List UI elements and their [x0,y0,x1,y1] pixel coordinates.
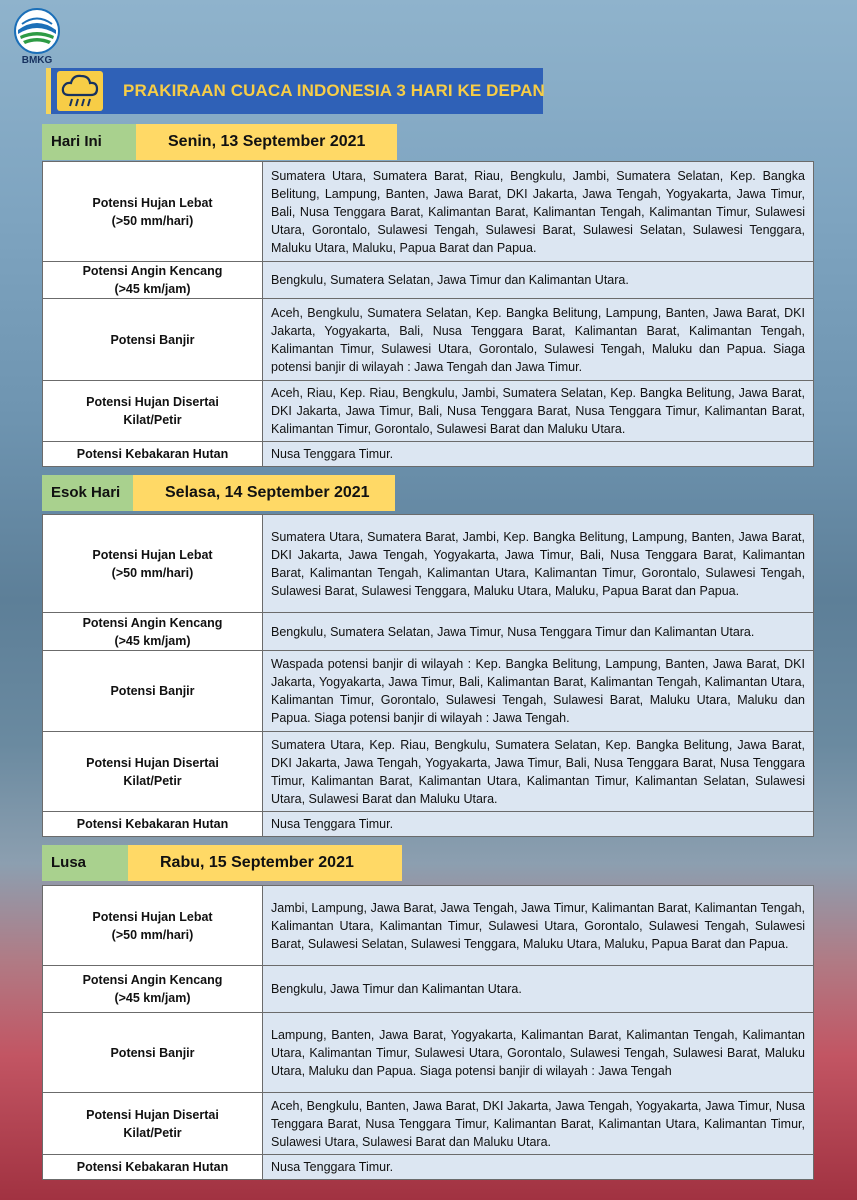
table-row [43,732,814,812]
day-date: Rabu, 15 September 2021 [128,845,402,881]
table-row [43,381,814,442]
table-row [43,442,814,467]
table-row [43,651,814,732]
row-label: Potensi Hujan Disertai Kilat/Petir [43,381,263,442]
table-row [43,812,814,837]
forecast-table-hari-ini [42,161,814,467]
row-value: Sumatera Utara, Kep. Riau, Bengkulu, Sumatera Selatan, Kep. Bangka Belitung, Jawa Barat, DKI Jakarta, Jawa Tengah, Yogyakarta, Jawa Timur, Bali, Nusa Tenggara Barat, Nusa Tenggara Timur, Kalimantan Barat, Kalimantan Utara, Kalimantan Timur, Kalimantan Selatan, Sulawesi Utara, Sulawesi Barat dan Maluku Utara. [263,732,814,812]
logo-label: BMKG [21,55,53,66]
row-label: Potensi Kebakaran Hutan [43,442,263,467]
row-label: Potensi Angin Kencang (>45 km/jam) [43,613,263,651]
row-label: Potensi Banjir [43,1013,263,1093]
table-row [43,613,814,651]
row-label: Potensi Hujan Lebat (>50 mm/hari) [43,515,263,613]
row-label: Potensi Hujan Disertai Kilat/Petir [43,732,263,812]
row-label: Potensi Hujan Disertai Kilat/Petir [43,1093,263,1155]
bmkg-logo [14,8,60,68]
row-value: Nusa Tenggara Timur. [263,1155,814,1180]
row-value: Bengkulu, Sumatera Selatan, Jawa Timur, Nusa Tenggara Timur dan Kalimantan Utara. [263,613,814,651]
row-value: Nusa Tenggara Timur. [263,442,814,467]
row-value: Aceh, Bengkulu, Banten, Jawa Barat, DKI Jakarta, Jawa Tengah, Yogyakarta, Jawa Timur, Nusa Tenggara Barat, Nusa Tenggara Timur, Kalimantan Barat, Kalimantan Utara, Kalimantan Timur, Sulawesi Utara, Sulawesi Barat dan Maluku Utara. [263,1093,814,1155]
day-label: Lusa [42,845,128,881]
row-label: Potensi Kebakaran Hutan [43,1155,263,1180]
row-label: Potensi Hujan Lebat (>50 mm/hari) [43,162,263,262]
title-banner [46,68,543,114]
table-row [43,1013,814,1093]
day-date: Selasa, 14 September 2021 [133,475,395,511]
table-row [43,299,814,381]
row-label: Potensi Hujan Lebat (>50 mm/hari) [43,886,263,966]
row-value: Aceh, Bengkulu, Sumatera Selatan, Kep. Bangka Belitung, Lampung, Banten, Jawa Barat, DKI Jakarta, Yogyakarta, Bali, Nusa Tenggara Barat, Kalimantan Barat, Kalimantan Tengah, Kalimantan Timur, Sulawesi Utara, Gorontalo, Sulawesi Tengah, Maluku dan Papua. Siaga potensi banjir di wilayah : Jawa Tengah dan Jawa Timur. [263,299,814,381]
forecast-table-lusa [42,885,814,1180]
row-value: Sumatera Utara, Sumatera Barat, Jambi, Kep. Bangka Belitung, Lampung, Banten, Jawa Barat, DKI Jakarta, Jawa Tengah, Yogyakarta, Jawa Timur, Bali, Nusa Tenggara Barat, Kalimantan Barat, Kalimantan Tengah, Kalimantan Utara, Kalimantan Timur, Gorontalo, Sulawesi Tengah, Sulawesi Barat, Sulawesi Tenggara, Maluku Utara, Maluku, Papua Barat dan Papua. [263,515,814,613]
page-title: PRAKIRAAN CUACA INDONESIA 3 HARI KE DEPAN [123,81,545,100]
row-label: Potensi Kebakaran Hutan [43,812,263,837]
table-row [43,162,814,262]
table-row [43,515,814,613]
row-value: Bengkulu, Sumatera Selatan, Jawa Timur dan Kalimantan Utara. [263,262,814,299]
table-row [43,262,814,299]
forecast-table-esok-hari [42,514,814,837]
row-value: Aceh, Riau, Kep. Riau, Bengkulu, Jambi, Sumatera Selatan, Kep. Bangka Belitung, Jawa Barat, DKI Jakarta, Jawa Timur, Bali, Nusa Tenggara Barat, Nusa Tenggara Timur, Kalimantan Barat, Kalimantan Timur, Gorontalo, Sulawesi Barat dan Maluku Utara. [263,381,814,442]
row-value: Lampung, Banten, Jawa Barat, Yogyakarta, Kalimantan Barat, Kalimantan Tengah, Kalimantan Utara, Kalimantan Timur, Sulawesi Utara, Gorontalo, Sulawesi Tengah, Sulawesi Barat, Maluku Utara, Maluku dan Papua. Siaga potensi banjir di wilayah : Jawa Tengah [263,1013,814,1093]
row-label: Potensi Angin Kencang (>45 km/jam) [43,262,263,299]
day-label: Esok Hari [42,475,133,511]
row-value: Sumatera Utara, Sumatera Barat, Riau, Bengkulu, Jambi, Sumatera Selatan, Kep. Bangka Belitung, Lampung, Banten, Jawa Barat, DKI Jakarta, Jawa Tengah, Yogyakarta, Jawa Timur, Bali, Nusa Tenggara Barat, Kalimantan Barat, Kalimantan Tengah, Kalimantan Timur, Sulawesi Utara, Gorontalo, Sulawesi Tengah, Sulawesi Barat, Sulawesi Selatan, Sulawesi Tenggara, Maluku Utara, Maluku, Papua Barat dan Papua. [263,162,814,262]
table-row [43,1093,814,1155]
row-value: Jambi, Lampung, Jawa Barat, Jawa Tengah, Jawa Timur, Kalimantan Barat, Kalimantan Tengah, Kalimantan Utara, Kalimantan Timur, Sulawesi Utara, Gorontalo, Sulawesi Tengah, Sulawesi Barat, Sulawesi Selatan, Sulawesi Tenggara, Maluku Utara, Maluku, Papua Barat dan Papua. [263,886,814,966]
rain-cloud-icon [57,71,103,111]
row-value: Bengkulu, Jawa Timur dan Kalimantan Utara. [263,966,814,1013]
table-row [43,966,814,1013]
day-date: Senin, 13 September 2021 [136,124,397,160]
row-label: Potensi Angin Kencang (>45 km/jam) [43,966,263,1013]
row-value: Nusa Tenggara Timur. [263,812,814,837]
table-row [43,1155,814,1180]
row-label: Potensi Banjir [43,651,263,732]
row-value: Waspada potensi banjir di wilayah : Kep. Bangka Belitung, Lampung, Banten, Jawa Barat, DKI Jakarta, Yogyakarta, Jawa Timur, Bali, Kalimantan Barat, Kalimantan Tengah, Kalimantan Utara, Kalimantan Timur, Gorontalo, Sulawesi Tengah, Sulawesi Barat, Maluku Utara, Maluku dan Papua. Siaga potensi banjir di wilayah : Jawa Tengah. [263,651,814,732]
bmkg-logo-icon [14,8,60,54]
row-label: Potensi Banjir [43,299,263,381]
day-label: Hari Ini [42,124,136,160]
table-row [43,886,814,966]
